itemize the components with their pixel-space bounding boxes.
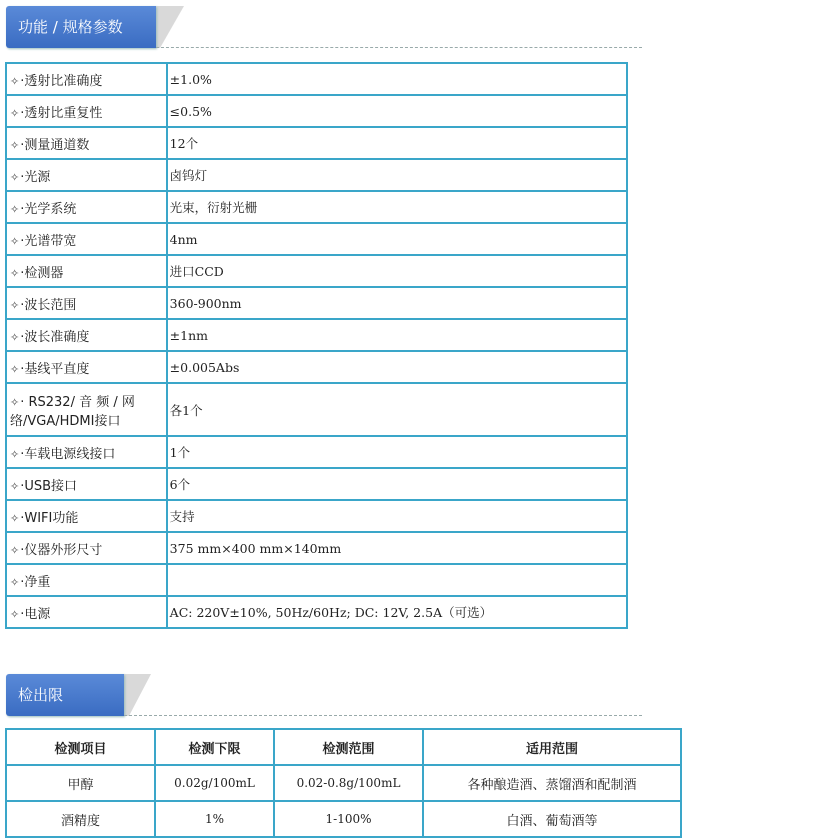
section-divider <box>124 715 642 716</box>
spec-value: ≤0.5% <box>167 95 627 127</box>
spec-value: 各1个 <box>167 383 627 436</box>
spec-label-cell <box>6 351 167 383</box>
spec-label-cell <box>6 319 167 351</box>
table-row <box>6 765 681 801</box>
spec-label-cell <box>6 191 167 223</box>
spec-label-cell <box>6 532 167 564</box>
header-item: 检测项目 <box>6 729 155 765</box>
spec-value: ±1.0% <box>167 63 627 95</box>
detection-lower-limit: 1% <box>155 801 274 837</box>
detection-scope: 各种酿造酒、蒸馏酒和配制酒 <box>423 765 681 801</box>
spec-label-cell <box>6 255 167 287</box>
spec-row <box>6 319 627 351</box>
spec-value: 卤钨灯 <box>167 159 627 191</box>
spec-label: ·透射比准确度 <box>20 73 103 89</box>
spec-row <box>6 63 627 95</box>
diamond-bullet-icon: ✧ <box>10 395 20 409</box>
spec-value: 6个 <box>167 468 627 500</box>
spec-value <box>167 564 627 596</box>
table-row <box>6 801 681 837</box>
spec-section-header <box>6 6 642 50</box>
detection-scope: 白酒、葡萄酒等 <box>423 801 681 837</box>
detection-lower-limit: 0.02g/100mL <box>155 765 274 801</box>
spec-label-cell <box>6 95 167 127</box>
spec-row <box>6 383 627 436</box>
spec-label: ·光学系统 <box>20 201 77 217</box>
spec-section-title: 功能 / 规格参数 <box>6 6 156 48</box>
spec-value: 1个 <box>167 436 627 468</box>
header-scope: 适用范围 <box>423 729 681 765</box>
detection-range: 1-100% <box>274 801 423 837</box>
spec-row <box>6 596 627 628</box>
spec-label: ·波长准确度 <box>20 329 90 345</box>
spec-label-cell <box>6 596 167 628</box>
spec-label-cell <box>6 63 167 95</box>
diamond-bullet-icon: ✧ <box>10 266 20 280</box>
spec-value: 360-900nm <box>167 287 627 319</box>
spec-label: ·透射比重复性 <box>20 105 103 121</box>
spec-label: ·电源 <box>20 606 51 622</box>
spec-label: ·检测器 <box>20 265 64 281</box>
spec-row <box>6 95 627 127</box>
spec-label: ·仪器外形尺寸 <box>20 542 103 558</box>
diamond-bullet-icon: ✧ <box>10 170 20 184</box>
diamond-bullet-icon: ✧ <box>10 575 20 589</box>
header-lower-limit: 检测下限 <box>155 729 274 765</box>
spec-label: ·车载电源线接口 <box>20 446 116 462</box>
detection-section-header <box>6 674 642 718</box>
spec-table <box>5 62 628 629</box>
spec-label: · RS232/ 音 频 / 网络/VGA/HDMI接口 <box>10 394 135 429</box>
spec-label: ·波长范围 <box>20 297 77 313</box>
diamond-bullet-icon: ✧ <box>10 362 20 376</box>
spec-value: 支持 <box>167 500 627 532</box>
spec-label-cell <box>6 468 167 500</box>
header-range: 检测范围 <box>274 729 423 765</box>
spec-label-cell <box>6 436 167 468</box>
spec-row <box>6 500 627 532</box>
diamond-bullet-icon: ✧ <box>10 447 20 461</box>
spec-row <box>6 532 627 564</box>
spec-row <box>6 287 627 319</box>
spec-row <box>6 159 627 191</box>
detection-range: 0.02-0.8g/100mL <box>274 765 423 801</box>
spec-label-cell <box>6 223 167 255</box>
spec-row <box>6 468 627 500</box>
spec-label: ·净重 <box>20 574 51 590</box>
spec-row <box>6 564 627 596</box>
detection-section-title: 检出限 <box>6 674 124 716</box>
spec-label-cell <box>6 564 167 596</box>
detection-item: 甲醇 <box>6 765 155 801</box>
spec-table-body <box>6 63 627 628</box>
spec-row <box>6 223 627 255</box>
detection-table <box>5 728 682 838</box>
diamond-bullet-icon: ✧ <box>10 511 20 525</box>
spec-value: ±0.005Abs <box>167 351 627 383</box>
spec-row <box>6 255 627 287</box>
diamond-bullet-icon: ✧ <box>10 479 20 493</box>
spec-label: ·光谱带宽 <box>20 233 77 249</box>
spec-value: 光束，衍射光栅 <box>167 191 627 223</box>
diamond-bullet-icon: ✧ <box>10 106 20 120</box>
spec-label: ·USB接口 <box>20 478 78 494</box>
spec-label-cell <box>6 383 167 436</box>
spec-label-cell <box>6 159 167 191</box>
spec-value: 12个 <box>167 127 627 159</box>
diamond-bullet-icon: ✧ <box>10 607 20 621</box>
spec-label-cell <box>6 127 167 159</box>
spec-row <box>6 191 627 223</box>
spec-value: ±1nm <box>167 319 627 351</box>
section-divider <box>156 47 642 48</box>
diamond-bullet-icon: ✧ <box>10 298 20 312</box>
spec-row <box>6 436 627 468</box>
spec-label-cell <box>6 500 167 532</box>
diamond-bullet-icon: ✧ <box>10 330 20 344</box>
diamond-bullet-icon: ✧ <box>10 74 20 88</box>
spec-value: 4nm <box>167 223 627 255</box>
diamond-bullet-icon: ✧ <box>10 202 20 216</box>
detection-header-row <box>6 729 681 765</box>
spec-label-cell <box>6 287 167 319</box>
spec-row <box>6 127 627 159</box>
spec-label: ·WIFI功能 <box>20 510 79 526</box>
diamond-bullet-icon: ✧ <box>10 138 20 152</box>
spec-value: 进口CCD <box>167 255 627 287</box>
spec-value: 375 mm×400 mm×140mm <box>167 532 627 564</box>
diamond-bullet-icon: ✧ <box>10 234 20 248</box>
spec-value: AC: 220V±10%, 50Hz/60Hz; DC: 12V, 2.5A（可选） <box>167 596 627 628</box>
detection-item: 酒精度 <box>6 801 155 837</box>
spec-label: ·光源 <box>20 169 51 185</box>
diamond-bullet-icon: ✧ <box>10 543 20 557</box>
spec-row <box>6 351 627 383</box>
spec-label: ·基线平直度 <box>20 361 90 377</box>
spec-label: ·测量通道数 <box>20 137 90 153</box>
